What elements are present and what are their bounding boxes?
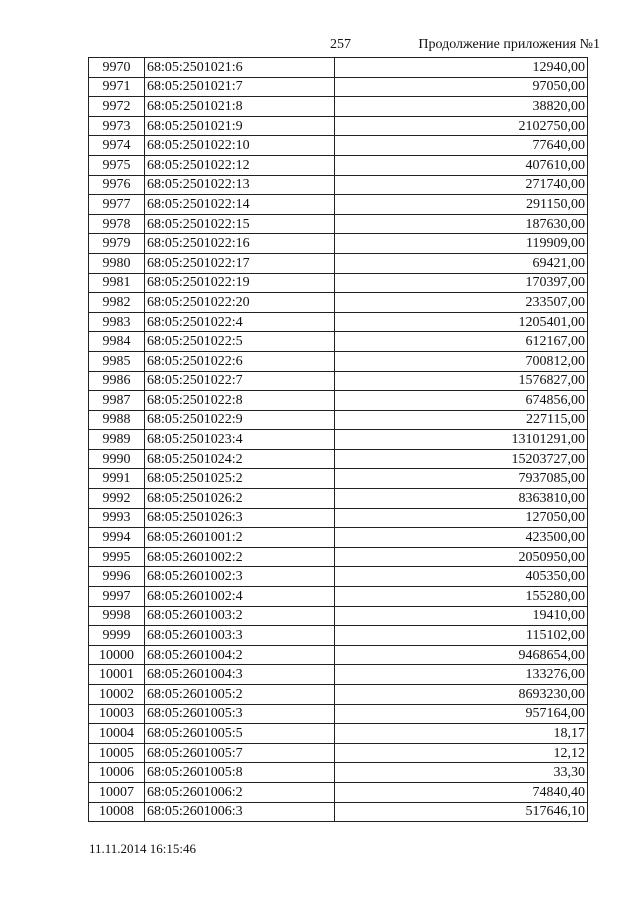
- row-number: 9987: [89, 391, 145, 411]
- table-row: [89, 273, 588, 293]
- cadastral-number: 68:05:2501022:8: [145, 391, 335, 411]
- row-number: 9995: [89, 547, 145, 567]
- cadastral-number: 68:05:2501022:20: [145, 293, 335, 313]
- table-body: [89, 58, 588, 822]
- cadastral-number: 68:05:2501021:9: [145, 116, 335, 136]
- cadastral-value: 291150,00: [335, 195, 588, 215]
- cadastral-number: 68:05:2601002:4: [145, 587, 335, 607]
- cadastral-value: 8693230,00: [335, 685, 588, 705]
- cadastral-number: 68:05:2501022:15: [145, 214, 335, 234]
- cadastral-number: 68:05:2601001:2: [145, 528, 335, 548]
- row-number: 10008: [89, 802, 145, 822]
- cadastral-value: 170397,00: [335, 273, 588, 293]
- table-row: [89, 312, 588, 332]
- row-number: 9970: [89, 58, 145, 78]
- cadastral-value: 957164,00: [335, 704, 588, 724]
- row-number: 9999: [89, 626, 145, 646]
- cadastral-value: 2102750,00: [335, 116, 588, 136]
- cadastral-value: 271740,00: [335, 175, 588, 195]
- table-row: [89, 763, 588, 783]
- cadastral-value: 38820,00: [335, 97, 588, 117]
- table-row: [89, 430, 588, 450]
- row-number: 9989: [89, 430, 145, 450]
- table-row: [89, 606, 588, 626]
- row-number: 9984: [89, 332, 145, 352]
- cadastral-number: 68:05:2501022:13: [145, 175, 335, 195]
- cadastral-number: 68:05:2501022:5: [145, 332, 335, 352]
- table-row: [89, 234, 588, 254]
- table-row: [89, 626, 588, 646]
- table-row: [89, 97, 588, 117]
- row-number: 10004: [89, 724, 145, 744]
- cadastral-value: 69421,00: [335, 253, 588, 273]
- row-number: 10007: [89, 782, 145, 802]
- cadastral-value: 18,17: [335, 724, 588, 744]
- table-row: [89, 155, 588, 175]
- cadastral-value: 77640,00: [335, 136, 588, 156]
- cadastral-number: 68:05:2501026:2: [145, 489, 335, 509]
- cadastral-number: 68:05:2501025:2: [145, 469, 335, 489]
- cadastral-value: 227115,00: [335, 410, 588, 430]
- table-row: [89, 293, 588, 313]
- table-row: [89, 665, 588, 685]
- table-row: [89, 371, 588, 391]
- table-row: [89, 332, 588, 352]
- cadastral-number: 68:05:2501021:6: [145, 58, 335, 78]
- table-row: [89, 58, 588, 78]
- cadastral-number: 68:05:2501024:2: [145, 449, 335, 469]
- cadastral-value: 15203727,00: [335, 449, 588, 469]
- cadastral-number: 68:05:2501022:9: [145, 410, 335, 430]
- cadastral-number: 68:05:2501022:19: [145, 273, 335, 293]
- cadastral-value: 1205401,00: [335, 312, 588, 332]
- page-number: 257: [330, 37, 351, 52]
- cadastral-number: 68:05:2601004:3: [145, 665, 335, 685]
- cadastral-value: 407610,00: [335, 155, 588, 175]
- cadastral-number: 68:05:2601003:2: [145, 606, 335, 626]
- row-number: 10003: [89, 704, 145, 724]
- table-row: [89, 136, 588, 156]
- cadastral-number: 68:05:2501022:6: [145, 351, 335, 371]
- table-row: [89, 175, 588, 195]
- row-number: 9988: [89, 410, 145, 430]
- cadastral-number: 68:05:2601002:2: [145, 547, 335, 567]
- cadastral-number: 68:05:2601005:3: [145, 704, 335, 724]
- cadastral-value: 9468654,00: [335, 645, 588, 665]
- cadastral-number: 68:05:2501022:7: [145, 371, 335, 391]
- row-number: 9979: [89, 234, 145, 254]
- row-number: 10006: [89, 763, 145, 783]
- cadastral-number: 68:05:2501021:7: [145, 77, 335, 97]
- cadastral-value: 233507,00: [335, 293, 588, 313]
- table-row: [89, 685, 588, 705]
- row-number: 9994: [89, 528, 145, 548]
- table-row: [89, 704, 588, 724]
- cadastral-number: 68:05:2501022:4: [145, 312, 335, 332]
- appendix-label: Продолжение приложения №1: [418, 37, 600, 52]
- row-number: 9980: [89, 253, 145, 273]
- row-number: 9975: [89, 155, 145, 175]
- cadastral-number: 68:05:2501022:14: [145, 195, 335, 215]
- row-number: 9996: [89, 567, 145, 587]
- row-number: 9992: [89, 489, 145, 509]
- cadastral-value: 2050950,00: [335, 547, 588, 567]
- cadastral-number: 68:05:2601006:3: [145, 802, 335, 822]
- cadastral-number: 68:05:2501022:10: [145, 136, 335, 156]
- table-row: [89, 508, 588, 528]
- cadastral-value: 115102,00: [335, 626, 588, 646]
- cadastral-value: 8363810,00: [335, 489, 588, 509]
- table-row: [89, 391, 588, 411]
- cadastral-number: 68:05:2501026:3: [145, 508, 335, 528]
- row-number: 9990: [89, 449, 145, 469]
- table-row: [89, 77, 588, 97]
- row-number: 9978: [89, 214, 145, 234]
- row-number: 9983: [89, 312, 145, 332]
- cadastral-value: 700812,00: [335, 351, 588, 371]
- cadastral-value: 405350,00: [335, 567, 588, 587]
- row-number: 10005: [89, 743, 145, 763]
- cadastral-number: 68:05:2601004:2: [145, 645, 335, 665]
- cadastral-value: 119909,00: [335, 234, 588, 254]
- row-number: 10000: [89, 645, 145, 665]
- table-row: [89, 645, 588, 665]
- cadastral-value: 33,30: [335, 763, 588, 783]
- cadastral-number: 68:05:2601005:2: [145, 685, 335, 705]
- row-number: 9974: [89, 136, 145, 156]
- table-row: [89, 449, 588, 469]
- cadastral-number: 68:05:2601006:2: [145, 782, 335, 802]
- row-number: 9986: [89, 371, 145, 391]
- table-row: [89, 547, 588, 567]
- row-number: 9998: [89, 606, 145, 626]
- cadastral-number: 68:05:2501023:4: [145, 430, 335, 450]
- row-number: 9971: [89, 77, 145, 97]
- cadastral-value: 517646,10: [335, 802, 588, 822]
- row-number: 9991: [89, 469, 145, 489]
- cadastral-value: 12,12: [335, 743, 588, 763]
- row-number: 9977: [89, 195, 145, 215]
- table-row: [89, 489, 588, 509]
- cadastral-number: 68:05:2601002:3: [145, 567, 335, 587]
- table-row: [89, 528, 588, 548]
- table-row: [89, 410, 588, 430]
- cadastral-value: 612167,00: [335, 332, 588, 352]
- cadastral-number: 68:05:2601005:8: [145, 763, 335, 783]
- table-row: [89, 587, 588, 607]
- row-number: 9976: [89, 175, 145, 195]
- row-number: 9985: [89, 351, 145, 371]
- cadastral-number: 68:05:2601005:7: [145, 743, 335, 763]
- cadastral-value: 12940,00: [335, 58, 588, 78]
- row-number: 9973: [89, 116, 145, 136]
- cadastral-number: 68:05:2601003:3: [145, 626, 335, 646]
- row-number: 10002: [89, 685, 145, 705]
- table-row: [89, 724, 588, 744]
- table-row: [89, 567, 588, 587]
- cadastral-value: 13101291,00: [335, 430, 588, 450]
- row-number: 9982: [89, 293, 145, 313]
- cadastral-number: 68:05:2501022:17: [145, 253, 335, 273]
- row-number: 9993: [89, 508, 145, 528]
- cadastral-value: 127050,00: [335, 508, 588, 528]
- table-row: [89, 116, 588, 136]
- cadastral-table: [88, 57, 588, 822]
- cadastral-value: 19410,00: [335, 606, 588, 626]
- cadastral-value: 7937085,00: [335, 469, 588, 489]
- cadastral-number: 68:05:2501021:8: [145, 97, 335, 117]
- row-number: 9972: [89, 97, 145, 117]
- row-number: 9981: [89, 273, 145, 293]
- cadastral-value: 423500,00: [335, 528, 588, 548]
- row-number: 9997: [89, 587, 145, 607]
- table-row: [89, 253, 588, 273]
- cadastral-value: 133276,00: [335, 665, 588, 685]
- cadastral-value: 674856,00: [335, 391, 588, 411]
- table-row: [89, 743, 588, 763]
- table-row: [89, 469, 588, 489]
- cadastral-value: 1576827,00: [335, 371, 588, 391]
- cadastral-value: 97050,00: [335, 77, 588, 97]
- table-row: [89, 802, 588, 822]
- print-timestamp: 11.11.2014 16:15:46: [89, 841, 197, 856]
- cadastral-number: 68:05:2501022:12: [145, 155, 335, 175]
- cadastral-number: 68:05:2501022:16: [145, 234, 335, 254]
- table-row: [89, 782, 588, 802]
- table-row: [89, 195, 588, 215]
- row-number: 10001: [89, 665, 145, 685]
- table-row: [89, 351, 588, 371]
- cadastral-value: 74840,40: [335, 782, 588, 802]
- table-row: [89, 214, 588, 234]
- cadastral-value: 187630,00: [335, 214, 588, 234]
- cadastral-number: 68:05:2601005:5: [145, 724, 335, 744]
- cadastral-value: 155280,00: [335, 587, 588, 607]
